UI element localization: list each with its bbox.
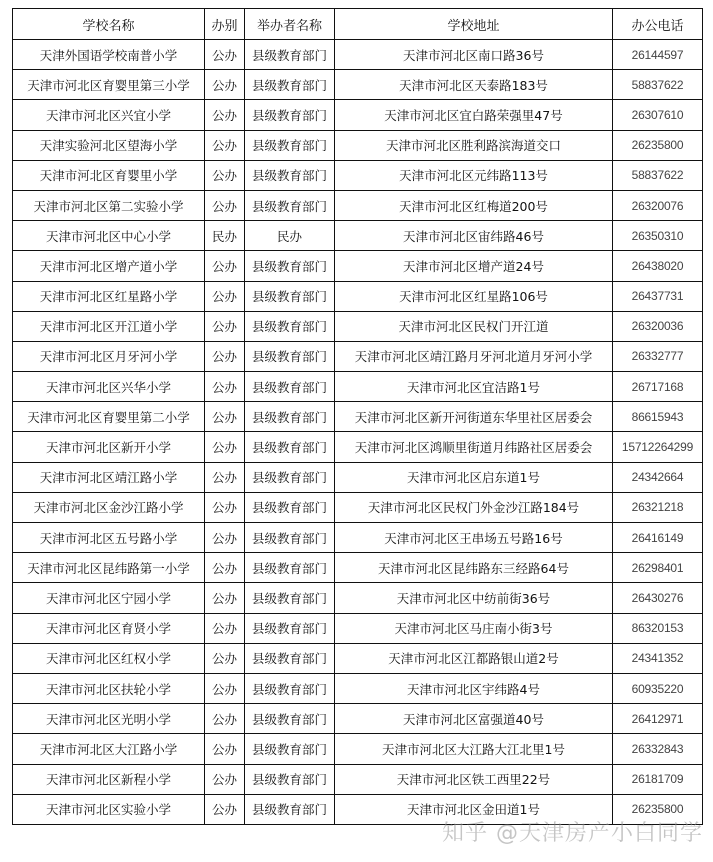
cell-school-name: 天津市河北区金沙江路小学 xyxy=(13,492,205,522)
cell-organizer: 县级教育部门 xyxy=(245,402,335,432)
cell-school-type: 公办 xyxy=(205,190,245,220)
cell-address: 天津市河北区江都路银山道2号 xyxy=(335,643,613,673)
cell-school-type: 公办 xyxy=(205,643,245,673)
cell-address: 天津市河北区中纺前街36号 xyxy=(335,583,613,613)
cell-phone: 26320036 xyxy=(613,311,703,341)
cell-phone: 26412971 xyxy=(613,704,703,734)
cell-organizer: 县级教育部门 xyxy=(245,462,335,492)
table-row xyxy=(13,462,703,492)
table-row xyxy=(13,311,703,341)
cell-organizer: 县级教育部门 xyxy=(245,643,335,673)
cell-address: 天津市河北区增产道24号 xyxy=(335,251,613,281)
table-row xyxy=(13,341,703,371)
cell-organizer: 县级教育部门 xyxy=(245,734,335,764)
cell-address: 天津市河北区启东道1号 xyxy=(335,462,613,492)
cell-phone: 26350310 xyxy=(613,221,703,251)
cell-school-name: 天津市河北区昆纬路第一小学 xyxy=(13,553,205,583)
cell-school-name: 天津市河北区兴华小学 xyxy=(13,372,205,402)
cell-school-type: 公办 xyxy=(205,673,245,703)
cell-school-type: 公办 xyxy=(205,40,245,70)
table-row xyxy=(13,100,703,130)
table-row xyxy=(13,130,703,160)
cell-organizer: 县级教育部门 xyxy=(245,311,335,341)
table-row xyxy=(13,764,703,794)
cell-school-name: 天津市河北区第二实验小学 xyxy=(13,190,205,220)
cell-school-type: 公办 xyxy=(205,794,245,824)
cell-address: 天津市河北区王串场五号路16号 xyxy=(335,523,613,553)
cell-school-name: 天津市河北区五号路小学 xyxy=(13,523,205,553)
cell-phone: 15712264299 xyxy=(613,432,703,462)
cell-school-name: 天津市河北区新开小学 xyxy=(13,432,205,462)
cell-address: 天津市河北区铁工西里22号 xyxy=(335,764,613,794)
cell-organizer: 县级教育部门 xyxy=(245,100,335,130)
cell-address: 天津市河北区南口路36号 xyxy=(335,40,613,70)
cell-address: 天津市河北区新开河街道东华里社区居委会 xyxy=(335,402,613,432)
cell-school-type: 公办 xyxy=(205,402,245,432)
cell-school-type: 公办 xyxy=(205,613,245,643)
cell-address: 天津市河北区马庄南小街3号 xyxy=(335,613,613,643)
cell-organizer: 民办 xyxy=(245,221,335,251)
cell-school-type: 公办 xyxy=(205,372,245,402)
cell-phone: 26320076 xyxy=(613,190,703,220)
table-row xyxy=(13,190,703,220)
table-header-row xyxy=(13,9,703,40)
cell-phone: 26717168 xyxy=(613,372,703,402)
cell-school-name: 天津实验河北区望海小学 xyxy=(13,130,205,160)
cell-address: 天津市河北区宇纬路4号 xyxy=(335,673,613,703)
cell-phone: 26235800 xyxy=(613,794,703,824)
cell-school-name: 天津市河北区宁园小学 xyxy=(13,583,205,613)
cell-phone: 86320153 xyxy=(613,613,703,643)
cell-school-type: 公办 xyxy=(205,251,245,281)
cell-school-name: 天津市河北区育婴里第三小学 xyxy=(13,70,205,100)
cell-school-name: 天津市河北区育婴里小学 xyxy=(13,160,205,190)
header-phone: 办公电话 xyxy=(613,9,703,40)
table-row xyxy=(13,583,703,613)
cell-phone: 26332777 xyxy=(613,341,703,371)
cell-school-name: 天津市河北区育贤小学 xyxy=(13,613,205,643)
cell-school-type: 公办 xyxy=(205,583,245,613)
cell-school-type: 公办 xyxy=(205,281,245,311)
cell-school-type: 公办 xyxy=(205,734,245,764)
cell-school-type: 公办 xyxy=(205,523,245,553)
table-row xyxy=(13,281,703,311)
cell-address: 天津市河北区昆纬路东三经路64号 xyxy=(335,553,613,583)
cell-school-name: 天津外国语学校南普小学 xyxy=(13,40,205,70)
cell-school-type: 公办 xyxy=(205,704,245,734)
table-row xyxy=(13,221,703,251)
cell-organizer: 县级教育部门 xyxy=(245,523,335,553)
cell-school-type: 公办 xyxy=(205,764,245,794)
cell-school-name: 天津市河北区兴宜小学 xyxy=(13,100,205,130)
table-row xyxy=(13,673,703,703)
cell-school-name: 天津市河北区中心小学 xyxy=(13,221,205,251)
cell-school-type: 民办 xyxy=(205,221,245,251)
cell-address: 天津市河北区宜白路荣强里47号 xyxy=(335,100,613,130)
cell-phone: 26307610 xyxy=(613,100,703,130)
header-school-name: 学校名称 xyxy=(13,9,205,40)
cell-school-name: 天津市河北区红权小学 xyxy=(13,643,205,673)
cell-organizer: 县级教育部门 xyxy=(245,583,335,613)
cell-school-type: 公办 xyxy=(205,462,245,492)
cell-address: 天津市河北区富强道40号 xyxy=(335,704,613,734)
table-row xyxy=(13,160,703,190)
cell-address: 天津市河北区民权门外金沙江路184号 xyxy=(335,492,613,522)
table-row xyxy=(13,251,703,281)
school-table xyxy=(12,8,703,825)
cell-school-name: 天津市河北区增产道小学 xyxy=(13,251,205,281)
cell-phone: 26181709 xyxy=(613,764,703,794)
cell-school-type: 公办 xyxy=(205,553,245,583)
table-row xyxy=(13,523,703,553)
table-row xyxy=(13,492,703,522)
cell-organizer: 县级教育部门 xyxy=(245,764,335,794)
cell-school-name: 天津市河北区扶轮小学 xyxy=(13,673,205,703)
table-row xyxy=(13,643,703,673)
cell-organizer: 县级教育部门 xyxy=(245,130,335,160)
table-row xyxy=(13,734,703,764)
table-row xyxy=(13,70,703,100)
cell-phone: 86615943 xyxy=(613,402,703,432)
watermark: 知乎 @天津房产小白同学 xyxy=(442,821,703,846)
cell-phone: 26437731 xyxy=(613,281,703,311)
cell-phone: 24341352 xyxy=(613,643,703,673)
cell-phone: 26298401 xyxy=(613,553,703,583)
cell-school-type: 公办 xyxy=(205,432,245,462)
cell-phone: 60935220 xyxy=(613,673,703,703)
cell-school-type: 公办 xyxy=(205,311,245,341)
cell-address: 天津市河北区天泰路183号 xyxy=(335,70,613,100)
cell-address: 天津市河北区宙纬路46号 xyxy=(335,221,613,251)
cell-school-name: 天津市河北区实验小学 xyxy=(13,794,205,824)
cell-address: 天津市河北区红星路106号 xyxy=(335,281,613,311)
cell-school-type: 公办 xyxy=(205,100,245,130)
cell-organizer: 县级教育部门 xyxy=(245,432,335,462)
table-row xyxy=(13,402,703,432)
cell-school-type: 公办 xyxy=(205,130,245,160)
cell-school-name: 天津市河北区红星路小学 xyxy=(13,281,205,311)
cell-address: 天津市河北区靖江路月牙河北道月牙河小学 xyxy=(335,341,613,371)
cell-address: 天津市河北区红梅道200号 xyxy=(335,190,613,220)
cell-phone: 26416149 xyxy=(613,523,703,553)
cell-phone: 26235800 xyxy=(613,130,703,160)
cell-organizer: 县级教育部门 xyxy=(245,281,335,311)
cell-school-name: 天津市河北区育婴里第二小学 xyxy=(13,402,205,432)
header-organizer: 举办者名称 xyxy=(245,9,335,40)
table-row xyxy=(13,704,703,734)
cell-organizer: 县级教育部门 xyxy=(245,40,335,70)
cell-organizer: 县级教育部门 xyxy=(245,341,335,371)
cell-address: 天津市河北区金田道1号 xyxy=(335,794,613,824)
cell-school-type: 公办 xyxy=(205,70,245,100)
cell-organizer: 县级教育部门 xyxy=(245,794,335,824)
cell-school-name: 天津市河北区月牙河小学 xyxy=(13,341,205,371)
cell-school-name: 天津市河北区光明小学 xyxy=(13,704,205,734)
cell-phone: 26430276 xyxy=(613,583,703,613)
cell-address: 天津市河北区鸿顺里街道月纬路社区居委会 xyxy=(335,432,613,462)
cell-school-type: 公办 xyxy=(205,492,245,522)
cell-school-name: 天津市河北区开江道小学 xyxy=(13,311,205,341)
cell-address: 天津市河北区宜洁路1号 xyxy=(335,372,613,402)
cell-school-type: 公办 xyxy=(205,160,245,190)
cell-school-type: 公办 xyxy=(205,341,245,371)
cell-school-name: 天津市河北区新程小学 xyxy=(13,764,205,794)
table-row xyxy=(13,432,703,462)
cell-organizer: 县级教育部门 xyxy=(245,251,335,281)
cell-phone: 26144597 xyxy=(613,40,703,70)
cell-organizer: 县级教育部门 xyxy=(245,704,335,734)
cell-phone: 24342664 xyxy=(613,462,703,492)
header-address: 学校地址 xyxy=(335,9,613,40)
cell-address: 天津市河北区元纬路113号 xyxy=(335,160,613,190)
header-type: 办别 xyxy=(205,9,245,40)
cell-address: 天津市河北区民权门开江道 xyxy=(335,311,613,341)
cell-organizer: 县级教育部门 xyxy=(245,613,335,643)
cell-organizer: 县级教育部门 xyxy=(245,492,335,522)
table-row xyxy=(13,613,703,643)
cell-school-name: 天津市河北区大江路小学 xyxy=(13,734,205,764)
table-row xyxy=(13,372,703,402)
cell-phone: 26332843 xyxy=(613,734,703,764)
cell-organizer: 县级教育部门 xyxy=(245,372,335,402)
cell-organizer: 县级教育部门 xyxy=(245,160,335,190)
cell-school-name: 天津市河北区靖江路小学 xyxy=(13,462,205,492)
cell-phone: 26438020 xyxy=(613,251,703,281)
table-row xyxy=(13,794,703,824)
cell-organizer: 县级教育部门 xyxy=(245,673,335,703)
cell-phone: 58837622 xyxy=(613,160,703,190)
cell-phone: 26321218 xyxy=(613,492,703,522)
cell-address: 天津市河北区大江路大江北里1号 xyxy=(335,734,613,764)
cell-address: 天津市河北区胜利路滨海道交口 xyxy=(335,130,613,160)
cell-phone: 58837622 xyxy=(613,70,703,100)
cell-organizer: 县级教育部门 xyxy=(245,70,335,100)
table-row xyxy=(13,40,703,70)
table-row xyxy=(13,553,703,583)
cell-organizer: 县级教育部门 xyxy=(245,190,335,220)
cell-organizer: 县级教育部门 xyxy=(245,553,335,583)
